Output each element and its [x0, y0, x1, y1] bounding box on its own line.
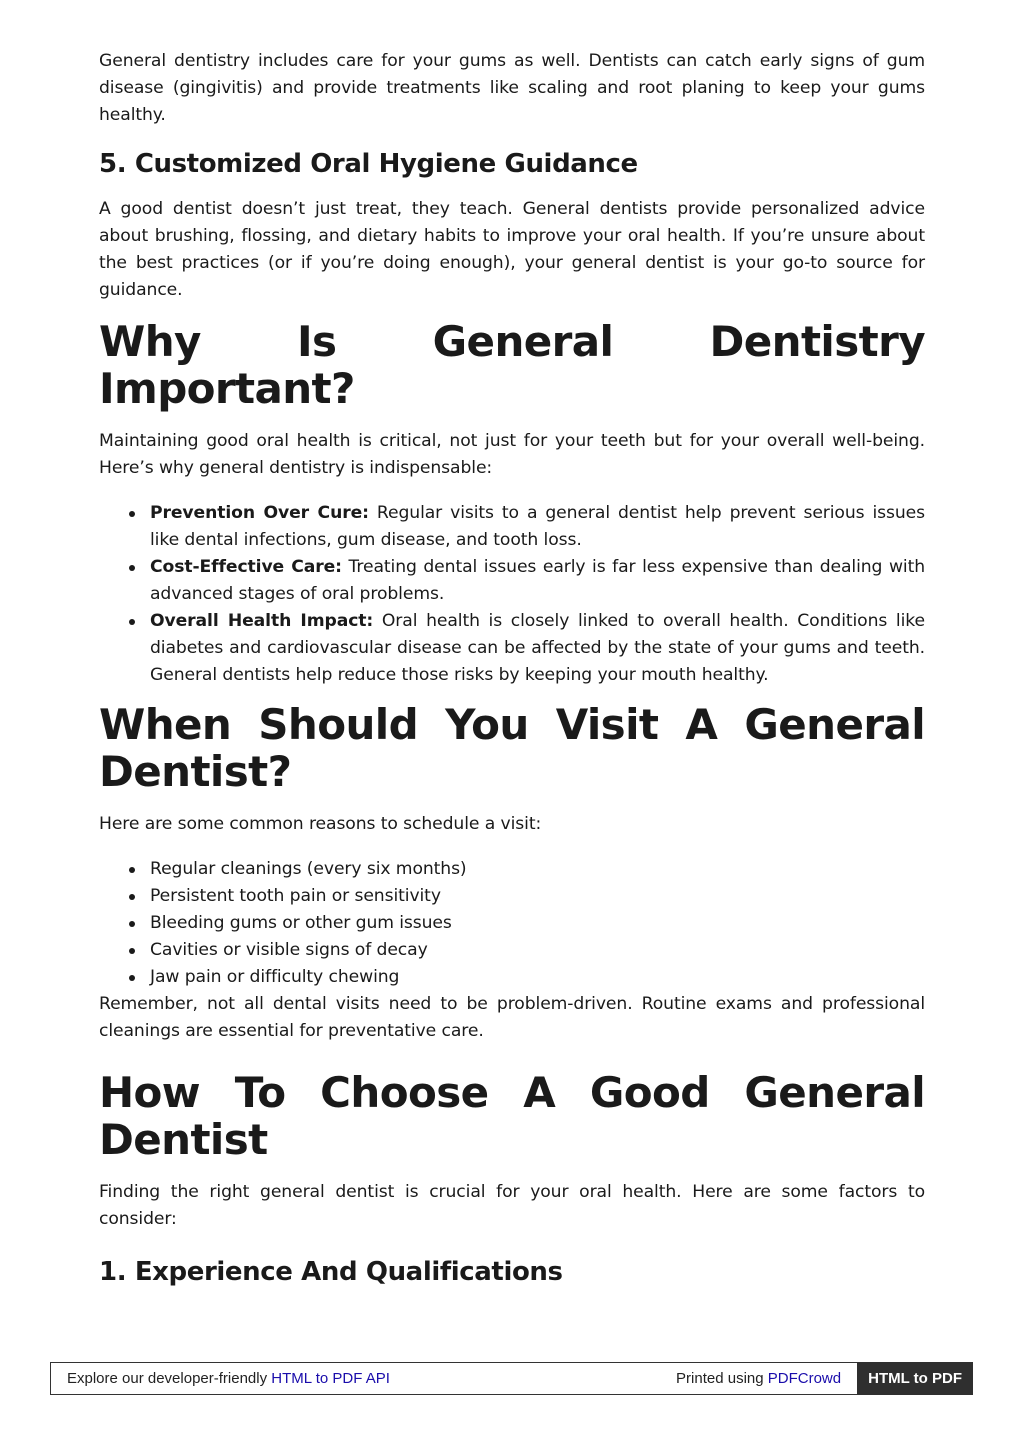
when-list	[99, 856, 925, 991]
list-item-label: Overall Health Impact:	[150, 611, 374, 631]
list-item: Regular cleanings (every six months)	[150, 856, 925, 883]
pdf-footer-banner	[50, 1362, 973, 1395]
list-item: Persistent tooth pain or sensitivity	[150, 883, 925, 910]
footer-explore-text: Explore our developer-friendly	[67, 1370, 272, 1387]
list-item-text: Regular visits to a general dentist help prevent serious issues like dental infections, gum disease, and tooth loss.	[150, 503, 925, 550]
list-item	[150, 500, 925, 554]
list-item	[150, 554, 925, 608]
heading-why-line1: Why Is General Dentistry	[99, 317, 925, 366]
heading-how-line2: Dentist	[99, 1115, 268, 1164]
html-to-pdf-button[interactable]: HTML to PDF	[857, 1362, 973, 1395]
heading-how-line1: How To Choose A Good General	[99, 1068, 925, 1117]
footer-printed-text: Printed using	[676, 1370, 768, 1387]
pdfcrowd-link[interactable]: PDFCrowd	[767, 1370, 842, 1387]
why-list	[99, 500, 925, 689]
heading-when-line2: Dentist?	[99, 747, 292, 796]
oral-hygiene-paragraph: A good dentist doesn’t just treat, they teach. General dentists provide personalized advice about brushing, flossing, and dietary habits to improve your oral health. If you’re unsure about the best practices (or if you’re doing enough), your general dentist is your go-to source for guidance.	[99, 199, 925, 300]
article-content	[99, 48, 925, 1289]
list-item-label: Prevention Over Cure:	[150, 503, 369, 523]
list-item: Jaw pain or difficulty chewing	[150, 964, 925, 991]
heading-when-visit	[99, 701, 925, 795]
list-item-label: Cost-Effective Care:	[150, 557, 342, 577]
heading-why-important	[99, 318, 925, 412]
why-paragraph: Maintaining good oral health is critical, not just for your teeth but for your overall well-being. Here’s why general dentistry is indispensable:	[99, 431, 925, 478]
when-after-paragraph: Remember, not all dental visits need to be problem-driven. Routine exams and professional cleanings are essential for preventative care.	[99, 994, 925, 1041]
list-item: Bleeding gums or other gum issues	[150, 910, 925, 937]
heading-customized-oral-hygiene: 5. Customized Oral Hygiene Guidance	[99, 149, 638, 179]
list-item	[150, 608, 925, 689]
heading-why-line2: Important?	[99, 364, 355, 413]
list-item-text: Treating dental issues early is far less expensive than dealing with advanced stages of oral problems.	[150, 557, 926, 604]
html-to-pdf-api-link[interactable]: HTML to PDF API	[271, 1370, 390, 1387]
list-item-text: Oral health is closely linked to overall health. Conditions like diabetes and cardiovascular disease can be affected by the state of your gums and teeth. General dentists help reduce those risks by keeping your mouth healthy.	[150, 611, 925, 685]
heading-experience-qualifications: 1. Experience And Qualifications	[99, 1257, 563, 1287]
heading-when-line1: When Should You Visit A General	[99, 700, 925, 749]
list-item: Cavities or visible signs of decay	[150, 937, 925, 964]
footer-printed	[676, 1370, 857, 1387]
heading-how-choose	[99, 1069, 925, 1163]
intro-paragraph: General dentistry includes care for your gums as well. Dentists can catch early signs of gum disease (gingivitis) and provide treatments like scaling and root planing to keep your gums healthy.	[99, 51, 925, 125]
how-paragraph: Finding the right general dentist is crucial for your oral health. Here are some factors to consider:	[99, 1182, 925, 1229]
footer-explore	[51, 1370, 676, 1387]
when-paragraph: Here are some common reasons to schedule a visit:	[99, 814, 542, 834]
